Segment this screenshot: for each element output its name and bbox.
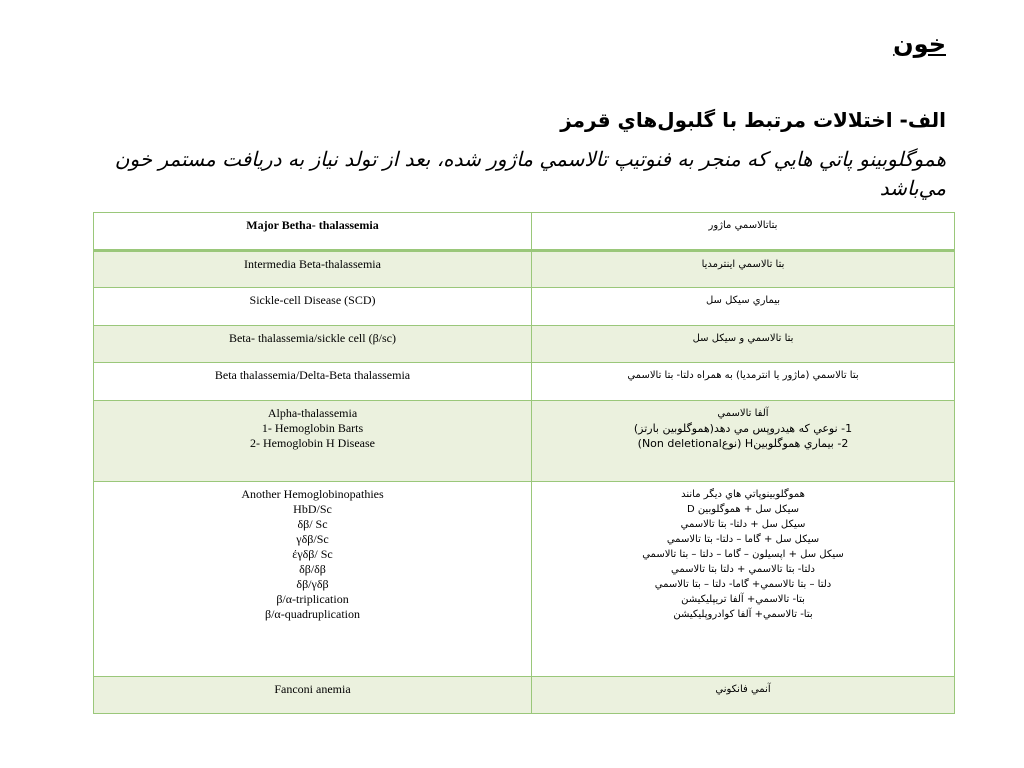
row-persian-line: بتا- تالاسمي+ آلفا تريپليكيشن xyxy=(681,594,805,605)
section-heading: الف- اختلالات مرتبط با گلبول‌هاي قرمز xyxy=(560,108,946,132)
row-english-line: Beta thalassemia/Delta-Beta thalassemia xyxy=(214,368,411,382)
row-english xyxy=(94,326,532,363)
row-english xyxy=(94,401,532,482)
table-row xyxy=(94,251,955,288)
row-english-line: β/α-triplication xyxy=(276,592,349,606)
table-row xyxy=(94,401,955,482)
row-english-line: έγδβ/ Sc xyxy=(292,547,333,561)
row-persian-line: سيكل سل + اپسيلون – گاما – دلتا – بتا تالاسمي xyxy=(642,549,844,560)
hemoglobinopathy-table xyxy=(93,212,955,714)
row-english-line: δβ/ Sc xyxy=(297,517,328,531)
row-persian-line: 2- بيماري هموگلوبينH (نوعNon deletional) xyxy=(637,437,849,450)
row-english xyxy=(94,288,532,326)
row-english-line: Sickle-cell Disease (SCD) xyxy=(249,293,376,307)
row-english xyxy=(94,482,532,677)
table-row xyxy=(94,482,955,677)
row-english-line: δβ/δβ xyxy=(299,562,326,576)
row-persian xyxy=(532,251,955,288)
row-persian xyxy=(532,326,955,363)
row-persian-line: سيكل سل + گاما – دلتا- بتا تالاسمي xyxy=(666,534,820,545)
row-english-line: δβ/γδβ xyxy=(296,577,329,591)
row-persian xyxy=(532,363,955,401)
row-english-line: 2- Hemoglobin H Disease xyxy=(250,436,375,450)
row-persian-line: دلتا – بتا تالاسمي+ گاما- دلتا – بتا تالاسمي xyxy=(654,579,832,590)
header-persian: بتاتالاسمي ماژور xyxy=(532,213,955,251)
row-english xyxy=(94,251,532,288)
row-persian-line: بتا تالاسمي اينترمديا xyxy=(701,259,785,270)
row-english-line: Intermedia Beta-thalassemia xyxy=(244,257,381,271)
row-english-line: Beta- thalassemia/sickle cell (β/sc) xyxy=(228,331,397,345)
intro-paragraph: هموگلوبينو پاتي هايي كه منجر به فنوتيپ تالاسمي ماژور شده، بعد از تولد نياز به دريافت مستمر خون مي‌باشد xyxy=(114,147,946,200)
row-persian-line: بتا- تالاسمي+ آلفا كوادروپليكيشن xyxy=(673,609,813,620)
row-persian-line: 1- نوعي كه هيدروپس مي دهد(هموگلوبين بارتز) xyxy=(633,422,853,435)
row-persian-line: دلتا- بتا تالاسمي + دلتا بتا تالاسمي xyxy=(671,564,815,575)
table-row xyxy=(94,677,955,714)
row-persian xyxy=(532,677,955,714)
row-persian-line: بتا تالاسمي و سيكل سل xyxy=(692,333,794,344)
table-row xyxy=(94,363,955,401)
row-english-line: γδβ/Sc xyxy=(296,532,329,546)
row-persian xyxy=(532,288,955,326)
row-persian xyxy=(532,482,955,677)
row-persian-line: سيكل سل + هموگلوبين D xyxy=(686,504,800,515)
row-persian-line: بيماري سيكل سل xyxy=(705,295,781,306)
row-persian-line: آنمي فانكوني xyxy=(715,684,771,695)
page-title: خون xyxy=(893,30,946,58)
row-english-line: Another Hemoglobinopathies xyxy=(241,487,384,501)
table-row xyxy=(94,326,955,363)
row-persian-line: آلفا تالاسمي xyxy=(717,408,769,419)
header-english: Major Betha- thalassemia xyxy=(94,213,532,251)
row-english xyxy=(94,677,532,714)
row-english-line: Alpha-thalassemia xyxy=(267,406,358,420)
row-persian-line: بتا تالاسمي (ماژور يا انترمديا) به همراه دلتا- بتا تالاسمي xyxy=(627,370,859,381)
row-persian xyxy=(532,401,955,482)
row-english-line: Fanconi anemia xyxy=(274,682,351,696)
table-header-row xyxy=(94,213,955,251)
row-english xyxy=(94,363,532,401)
row-english-line: HbD/Sc xyxy=(293,502,332,516)
row-persian-line: سيكل سل + دلتا- بتا تالاسمي xyxy=(680,519,806,530)
row-english-line: 1- Hemoglobin Barts xyxy=(261,421,364,435)
table-row xyxy=(94,288,955,326)
row-persian-line: هموگلوبينوپاتي هاي ديگر مانند xyxy=(681,489,805,500)
row-english-line: β/α-quadruplication xyxy=(264,607,361,621)
